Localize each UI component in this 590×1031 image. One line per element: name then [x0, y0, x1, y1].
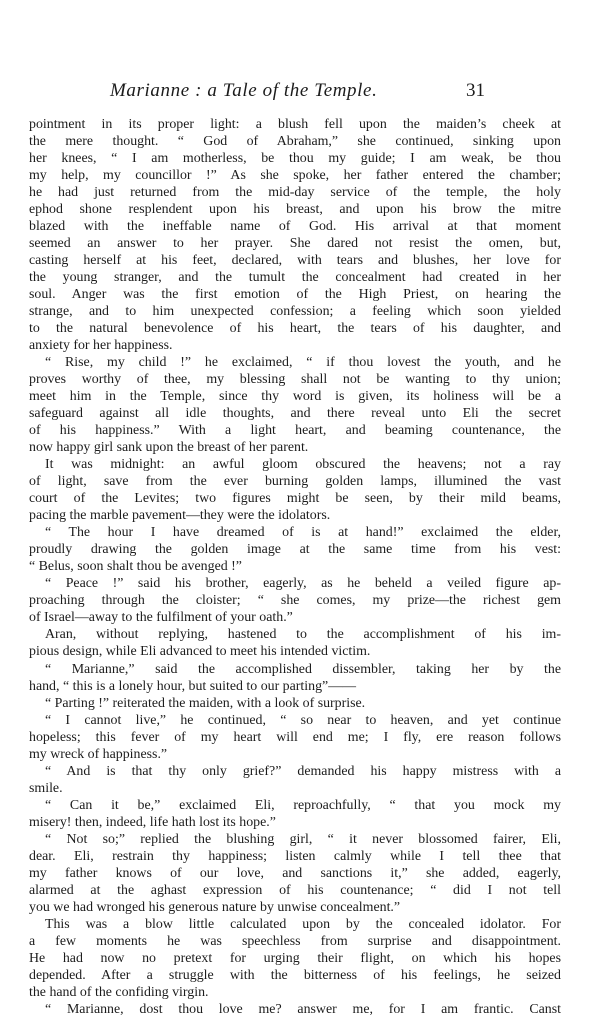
text-line: “ The hour I have dreamed of is at hand!” exclaimed the elder, — [45, 525, 561, 541]
text-line: her knees, “ I am motherless, be thou my guide; I am weak, be thou — [29, 151, 561, 167]
text-line: smile. — [29, 780, 63, 796]
text-line: “ Marianne,” said the accomplished dissembler, taking her by the — [45, 661, 561, 677]
text-line: of Israel—away to the fulfilment of your oath.” — [29, 610, 293, 626]
text-line: safeguard against all idle thoughts, and there reveal unto Eli the secret — [29, 406, 561, 422]
text-line: “ Marianne, dost thou love me? answer me, for I am frantic. Canst — [45, 1001, 561, 1017]
text-line: “ I cannot live,” he continued, “ so near to heaven, and yet continue — [45, 712, 561, 728]
text-line: ephod shone resplendent upon his breast, and upon his brow the mitre — [29, 202, 561, 218]
text-line: proaching through the cloister; “ she comes, my prize—the richest gem — [29, 593, 561, 609]
text-line: the mere thought. “ God of Abraham,” she continued, sinking upon — [29, 134, 561, 150]
text-line: misery! then, indeed, life hath lost its hope.” — [29, 814, 276, 830]
text-line: “ Peace !” said his brother, eagerly, as he beheld a veiled figure ap- — [45, 576, 561, 592]
text-line: pacing the marble pavement—they were the idolators. — [29, 508, 331, 524]
text-line: soul. Anger was the first emotion of the High Priest, on hearing the — [29, 287, 561, 303]
text-line: proves worthy of thee, my blessing shall not be wanting to thy union; — [29, 372, 561, 388]
text-line: This was a blow little calculated upon by the concealed idolator. For — [45, 916, 561, 932]
text-line: “ Not so;” replied the blushing girl, “ it never blossomed fairer, Eli, — [45, 831, 561, 847]
text-line: my wreck of happiness.” — [29, 746, 168, 762]
text-line: he had just returned from the mid-day service of the temple, the holy — [29, 185, 561, 201]
page-header — [0, 80, 590, 106]
text-line: hopeless; this fever of my heart will end me; I fly, ere reason follows — [29, 729, 561, 745]
text-line: you we had wronged his generous nature by unwise concealment.” — [29, 899, 401, 915]
text-line: pointment in its proper light: a blush fell upon the maiden’s cheek at — [29, 117, 561, 132]
text-line: meet him in the Temple, since thy word is given, its holiness will be a — [29, 389, 561, 405]
text-line: to the natural benevolence of his heart, the tears of his daughter, and — [29, 321, 561, 337]
text-line: seemed an answer to her prayer. She dared not resist the omen, but, — [29, 236, 561, 252]
text-line: now happy girl sank upon the breast of her parent. — [29, 440, 309, 456]
text-line: pious design, while Eli advanced to meet his intended victim. — [29, 644, 371, 660]
text-line: a few moments he was speechless from surprise and disappointment. — [29, 933, 561, 949]
text-line: depended. After a struggle with the bitterness of his feelings, he seized — [29, 967, 561, 983]
text-line: “ And is that thy only grief?” demanded his happy mistress with a — [45, 763, 561, 779]
text-line: of light, save from the ever burning golden lamps, illumined the vast — [29, 474, 561, 490]
text-line: Aran, without replying, hastened to the accomplishment of his im- — [45, 627, 561, 643]
running-title: Marianne : a Tale of the Temple. — [110, 80, 378, 101]
text-line: casting herself at his feet, declared, with tears and blushes, her love for — [29, 253, 561, 269]
text-line: the hand of the confiding virgin. — [29, 984, 209, 1000]
text-line: court of the Levites; two figures might be seen, by their mild beams, — [29, 491, 561, 507]
text-line: “ Belus, soon shalt thou be avenged !” — [29, 559, 242, 575]
body-text — [29, 116, 561, 1018]
text-line: “ Parting !” reiterated the maiden, with a look of surprise. — [45, 695, 366, 711]
text-line: He had now no pretext for urging their flight, on which his hopes — [29, 950, 561, 966]
text-line: “ Rise, my child !” he exclaimed, “ if thou lovest the youth, and he — [45, 355, 561, 371]
text-line: It was midnight: an awful gloom obscured the heavens; not a ray — [45, 457, 561, 473]
text-line: hand, “ this is a lonely hour, but suited to our parting”—— — [29, 678, 356, 694]
text-line: “ Can it be,” exclaimed Eli, reproachfully, “ that you mock my — [45, 797, 561, 813]
text-line: my help, my councillor !” As she spoke, her father entered the chamber; — [29, 168, 561, 184]
text-line: anxiety for her happiness. — [29, 338, 173, 354]
text-line: the young stranger, and the tumult the concealment had created in her — [29, 270, 561, 286]
text-line: of his happiness.” With a light heart, and beaming countenance, the — [29, 423, 561, 439]
text-line: blazed with the ineffable name of God. His arrival at that moment — [29, 219, 561, 235]
text-line: my father knows of our love, and sanctions it,” she added, eagerly, — [29, 865, 561, 881]
text-line: proudly drawing the golden image at the same time from his vest: — [29, 542, 561, 558]
text-line: alarmed at the aghast expression of his countenance; “ did I not tell — [29, 882, 561, 898]
page-number: 31 — [466, 80, 485, 101]
text-line: dear. Eli, restrain thy happiness; listen calmly while I tell thee that — [29, 848, 561, 864]
text-line: strange, and to him unexpected confession; a feeling which soon yielded — [29, 304, 561, 320]
